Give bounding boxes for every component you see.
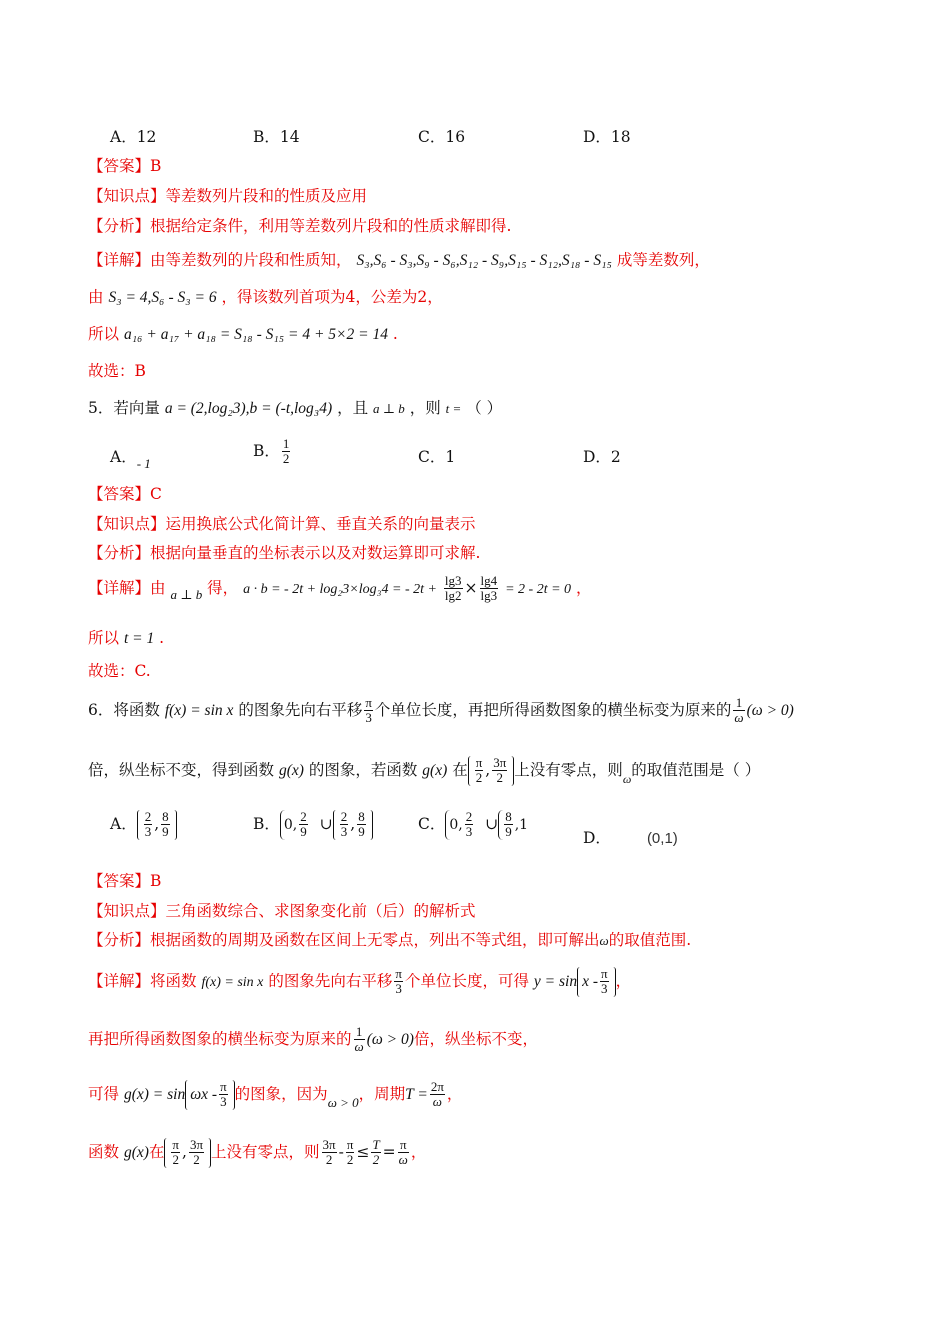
q4-option-d: D．18 [583, 128, 631, 146]
q6-option-a: A． $\frac{2}{3}$ , $\frac{8}{9}$ [110, 810, 177, 840]
q6-detail-line-1: 【详解】将函数 f(x) = sin x 的图象先向右平移 $\frac{\pi}{3}$ 个单位长度，可得 y = sin x - $\frac{\pi}{3}$ ， [88, 966, 632, 997]
q4-option-b: B．14 [253, 128, 300, 146]
q4-detail-line-2: 由 S₃ = 4,S₆ - S₃ = 6 ，得该数列首项为4，公差为2， [88, 288, 443, 306]
q4-knowledge: 【知识点】等差数列片段和的性质及应用 [88, 187, 368, 205]
q5-option-c: C．1 [418, 448, 456, 466]
q5-option-b: B． $\frac{1}{2}$ [253, 436, 290, 467]
q5-knowledge: 【知识点】运用换底公式化简计算、垂直关系的向量表示 [88, 515, 476, 533]
q6-detail-line-3: 可得 g(x) = sin ωx - $\frac{\pi}{3}$ 的图象，因为$_{\omega > 0}$，周期T = $\frac{2\pi}{\omega}$ ， [88, 1079, 463, 1110]
q6-detail-line-4: 函数 g(x)在 $\frac{\pi}{2}$ , $\frac{3\pi}{2}$ 上没有零点，则 $\frac{3\pi}{2}$ - $\frac{\pi}{2}$ ≤ $\frac{T}{2}$ = $\frac{\pi}{\omega}$ ， [88, 1137, 427, 1168]
q6-option-c: C． 0, $\frac{2}{3}$ ∪ $\frac{8}{9}$ ,1 [418, 810, 538, 840]
q4-answer: 【答案】B [88, 157, 162, 175]
q6-option-d: D． (0,1) [583, 829, 678, 847]
q6-detail-line-2: 再把所得函数图象的横坐标变为原来的 $\frac{1}{\omega}$ (ω > 0)倍，纵坐标不变， [88, 1024, 538, 1055]
q5-detail: 【详解】由 $_{a \perp b}$ 得， a · b = - 2t + log₂3×log₃4 = - 2t + $\frac{\lg 3}{\lg 2}$ × $\frac{\lg 4}{\lg 3}$ = 2 - 2t = 0 ， [88, 573, 592, 604]
q6-stem-line-1: 6．将函数 f(x) = sin x 的图象先向右平移 $\frac{\pi}{3}$ 个单位长度，再把所得函数图象的横坐标变为原来的 $\frac{1}{\omega}$ (ω > 0) [88, 695, 794, 726]
q5-stem: 5．若向量 a = (2,log₂3),b = (-t,log₃4) ，且 a ⊥ b ，则 t = （ ） [88, 399, 503, 417]
q5-option-a: A．$_{- 1}$ [110, 448, 151, 471]
q4-detail-line-1: 【详解】由等差数列的片段和性质知， S₃,S₆ - S₃,S₉ - S₆,S₁₂ - S₉,S₁₅ - S₁₂,S₁₈ - S₁₅ 成等差数列， [88, 251, 710, 269]
q4-conclusion: 故选：B [88, 362, 146, 380]
q4-option-c: C．16 [418, 128, 466, 146]
q6-option-b: B． 0, $\frac{2}{9}$ ∪ $\frac{2}{3}$ , $\frac{8}{9}$ [253, 810, 373, 840]
q5-result: 所以 t = 1 . [88, 629, 165, 647]
q6-analysis: 【分析】根据函数的周期及函数在区间上无零点，列出不等式组，即可解出ω的取值范围. [88, 931, 692, 949]
q5-conclusion: 故选：C. [88, 662, 151, 680]
q6-answer: 【答案】B [88, 872, 162, 890]
q5-answer: 【答案】C [88, 485, 162, 503]
q6-stem-line-2: 倍，纵坐标不变，得到函数 g(x) 的图象，若函数 g(x) 在 $\frac{\pi}{2}$ , $\frac{3\pi}{2}$ 上没有零点，则$_\omega$的取值范围是（ ） [88, 755, 761, 786]
q6-knowledge: 【知识点】三角函数综合、求图象变化前（后）的解析式 [88, 902, 476, 920]
q4-analysis: 【分析】根据给定条件，利用等差数列片段和的性质求解即得. [88, 217, 512, 235]
q5-option-d: D．2 [583, 448, 621, 466]
q5-analysis: 【分析】根据向量垂直的坐标表示以及对数运算即可求解. [88, 544, 481, 562]
q4-option-a: A．12 [110, 128, 157, 146]
q4-detail-line-3: 所以 a₁₆ + a₁₇ + a₁₈ = S₁₈ - S₁₅ = 4 + 5×2 = 14 . [88, 325, 398, 343]
